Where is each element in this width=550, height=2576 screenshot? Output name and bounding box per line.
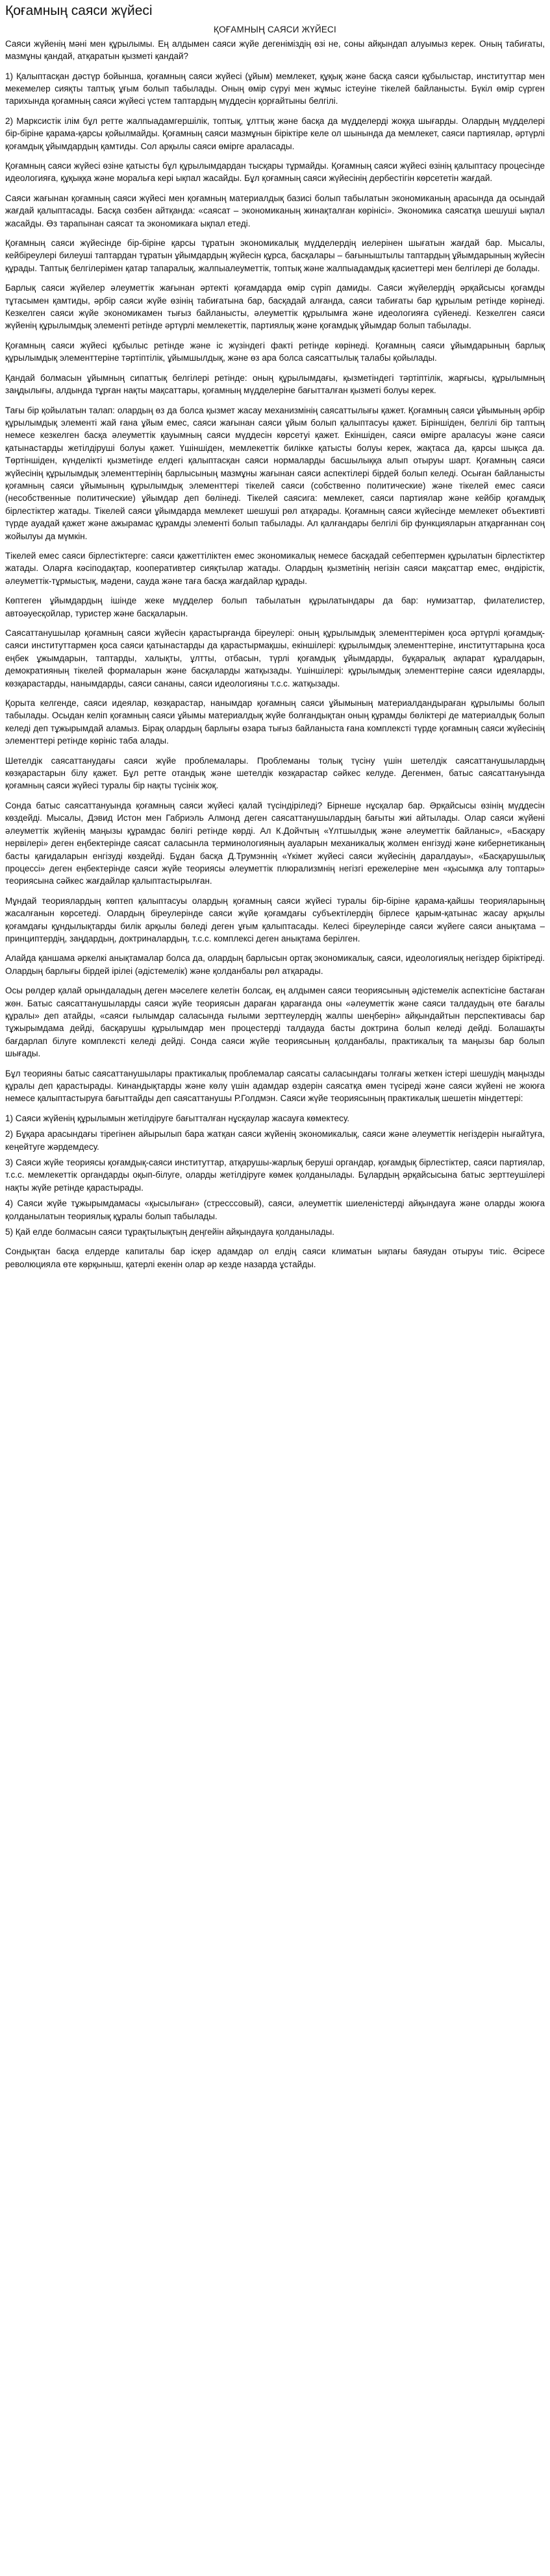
document-page <box>0 0 550 1284</box>
body-paragraph: Қоғамның саяси жүйесі құбылыс ретінде және іс жүзіндегі факті ретінде көрінеді. Қоғамның саяси ұйымдарының барлық құрылымдық элементтеріне тәртіптілік, ұйымшылдық, және өз ара болса саясаттылық талабы қойылады. <box>5 340 545 363</box>
list-item: 1) Саяси жүйенің құрылымын жетілдіруге бағытталған нұсқаулар жасауға көмектесу. <box>5 1113 350 1123</box>
list-item: 3) Саяси жүйе теориясы қоғамдық-саяси институттар, атқарушы-жарлық беруші органдар, қоғамдық бірлестіктер, саяси партиялар, т.с.с. мемлекеттік органдарды оқып-білуге, оларды жетілдіруге көмек қолданылады. Бұлардың әрқайсысына батыс зерттеушілері нақты жүйе ретінде қарастырады. <box>5 1158 545 1193</box>
body-paragraph: Осы рөлдер қалай орындаладың деген мәселеге келетін болсақ, ең алдымен саяси теориясының әдістемелік аспектісіне бастаған жөн. Батыс саясаттанушыларды саяси жүйе теориясын дараған қарағанда оны «әлеуметтік және саяси талдаудың өте бағалы құралы» деп атайды, «саяси ғылымдар саласында ғылыми зерттеулердің жалпы шеңберін» айқындайтын перспективасы бар тұжырымдама дейді, басқарушы құрылымдар мен процестерді талдауда басты доктрина болып келеді дейді. Болашақты бағдарлап білуге комплексті келеді дейді. Сонда саяси жүйе теориясының қолданбалы, практикалық та маңызы бар болып шығады. <box>5 986 545 1059</box>
body-paragraph: Тағы бір қойылатын талап: олардың өз да болса қызмет жасау механизмінің саясаттылығы қажет. Қоғамның саяси ұйымының әрбір құрылымдық элементі жай ғана ұйым емес, саяси жағынан саяси ұйым болып қалыптасуы қажет. Біріншіден, белгілі бір таптың немесе кезкелген басқа әлеуметтік қауымның саяси мүддесін көрсетуі қажет. Екіншіден, саяси өмірге араласуы және саяси қатынастарды жетілдіруші болуы қажет. Үшіншіден, мемлекеттік билікке қатысты болуы керек, жақтаса да, қарсы шықса да. Төртіншіден, күнделікті қызметінде елдегі қалыптасқан саяси нормаларды басшылыққа алып отыруы шарт. Қоғамның саяси жүйесінің құрылымдық элементтерінің барлысының мазмұны жағынан саяси аспектілері бірдей болып келеді. Осыған байланысты қоғамның саяси ұйымының құрылымдық элементтері тікелей саяси (собственно политические) және тікелей емес саяси (несобственные политические) ұйымдар деп бөлінеді. Тікелей саясига: мемлекет, саяси партиялар және кейбір қоғамдық бірлестіктер жатады. Тікелей саяси ұйымдарда мемлекет шешуші рөл атқарады. Қоғамның саяси жүйесінде мемлекет объективті түрде ауадай қажет және ажырамас құрамды элементі болып табылады. Ал қалғандары белгілі бір функцияларын атқарғаннан соң жойылуы да мүмкін. <box>5 405 545 541</box>
list-item: 4) Саяси жүйе тұжырымдамасы «қысылыған» (стресссовый), саяси, әлеуметтік шиеленістерді айқындауға және оларды жоюға қолданылатын теориялық құралы болып табылады. <box>5 1198 545 1221</box>
body-paragraph: Қорыта келгенде, саяси идеялар, көзқарастар, нанымдар қоғамның саяси ұйымының материалдандыраған құрылымы болып табылады. Осыдан келіп қоғамның саяси ұйымы материалдық жүйе болғандықтан оның құрамды бөліктері де материалдық болып келеді деп тұжырымдай аламыз. Бірақ олардың барлығы өзара тығыз байланыста ғана комплексті түрде қоғамның саяси жүйесінің элементтері ретінде көрініс таба алады. <box>5 698 545 746</box>
body-paragraph: Мұндай теориялардың көптеп қалыптасуы олардың қоғамның саяси жүйесі туралы бір-біріне қарама-қайшы теорияларының жасалғанын көрсетеді. Олардың біреулеріндe саяси жүйе қоғамдағы субъектілердің бірлесе қарым-қатынас жасау арқылы қоғамдағы құндылықтарды билік арқылы бөледі деген ұғым қалыптасады. Келесі біреулерінде саяси жүйеге саяси анықтама – принциптердің, заңдардың, доктриналардың, т.с.с. комплексі деген анықтама берілген. <box>5 895 545 943</box>
body-paragraph: 2) Марксистік ілім бұл ретте жалпыадамгершілік, топтық, ұлттық және басқа да мүдделерді жоққа шығарды. Олардың мүдделері бір-біріне қарама-қарсы қойылмайды. Қоғамның саяси мазмұнын біріктіре келе ол шынында да мемлекет, саяси партиялар, әртүрлі қоғамдық ұйымдардың қамтиды. Сол арқылы саяси өмірге араласады. <box>5 115 545 151</box>
body-paragraph: Саясаттанушылар қоғамның саяси жүйесін қарастырғанда біреулері: оның құрылымдық элементтерімен қоса әртүрлі қоғамдық-саяси институттармен қоса саяси қатынастарды да қарастырмақшы, екіншілері: құрылымдық элементтеріне, институттарына қоса еңбек ұжымдарын, таптарды, халықты, ұлтты, отбасын, түрлі қоғамдық ұйымдарды, бұқаралық ақпарат құралдарын, демократияның тікелей формаларын және басқаларды жатқызады. Үшіншілері: құрылымдық элементтеріне саяси идеяларды, көзқарастарды, нанымдарды, саяси сананы, саяси идеологияны т.с.с. жатқызады. <box>5 628 545 688</box>
numbered-list <box>5 1112 545 1239</box>
body-paragraph: Қоғамның саяси жүйесінде бір-біріне қарсы тұратын экономикалық мүдделердің иелерінен шығатын жағдай бар. Мысалы, кейбіреулері билеуші таптардан тұратын ұйымдардың жүйесін құрса, басқалары – бағыныштылы таптардың ұйымдарының жүйесін құрады. Таптық белгілерімен қатар тапаралық, жалпыалеуметтік, топтық және жалпыадамдық қасиеттері мен белгілері де болады. <box>5 238 545 273</box>
list-item: 2) Бұқара арасындағы тірегінен айырылып бара жатқан саяси жүйенің экономикалық, саяси және әлеуметтік негіздерін нығайтуға, кеңейтуге жәрдемдесу. <box>5 1129 545 1152</box>
body-paragraph: Тікелей емес саяси бірлестіктерге: саяси қажеттіліктен емес экономикалық немесе басқадай себептермен құрылатын бірлестіктер жатады. Оларға кәсіподақтар, кооперативтер сияқтылар жатады. Олардың қызметінің негізін саяси мақсаттар емес, өндірістік, әлеуметтік-тұрмыстық, мәдени, сауда және таға басқа жағдайлар құрады. <box>5 550 545 586</box>
document-title: Қоғамның саяси жүйесі <box>5 3 153 18</box>
body-paragraph: Қоғамның саяси жүйесі өзіне қатысты бұл құрылымдардан тысқары тұрмайды. Қоғамның саяси жүйесі өзінің қалыптасу процесінде идеологияға, құқыққа және моральға кері ықпал жасайды. Бұл қоғамның саяси жүйесінің дербестігін көрсететін жағдай. <box>5 161 545 184</box>
paragraphs-before-list <box>5 38 545 1105</box>
document-body <box>5 38 545 1271</box>
body-paragraph: Барлық саяси жүйелер әлеуметтік жағынан әртекті қоғамдарда өмір сүріп дамиды. Саяси жүйелердің әрқайсысы қоғамды тұтасымен қамтиды, әрбір саяси жүйе өзінің табиғатына бар, басқадай алғанда, саяси табиғаты бар құрылым ретінде көрінеді. Кезкелген саяси жүйе экономикамен тығыз байланысты, әлеуметтік құрылымға және идеологияға сүйенеді. Кезкелген саяси жүйенің құрылымдық элементі ретінде әртүрлі мемлекеттік, партиялық және қоғамдық ұйымдар болып табылады. <box>5 283 545 331</box>
body-paragraph: Қандай болмасын ұйымның сипаттық белгілері ретінде: оның құрылымдағы, қызметіндегі тәртіптілік, жарғысы, құрылымның заңдылығы, алдында тұрған нақты мақсаттары, қоғамның мүдделеріне бағытталған қызметі болуы керек. <box>5 372 545 396</box>
list-item: 5) Қай елде болмасын саяси тұрақтылықтың деңгейін айқындауға қолданылады. <box>5 1227 334 1237</box>
body-paragraph: Сонда батыс саясаттануында қоғамның саяси жүйесі қалай түсіндіріледі? Бірнеше нұсқалар бар. Әрқайсысы өзінің мүддесін көздейді. Мысалы, Дэвид Истон мен Габриэль Алмонд деген саясаттанушылардың бағыты жиі айтылады. Олар саяси жүйені әлеуметтік жүйенің маңызы құрамдас бөлігі ретінде көрді. Ал К.Дойчтың «Үлтшылдық және әлеуметтік байланыс», «Басқару нервілері» деген еңбектерінде саясат саласынла терминологияның ауаларын механикалық жолмен енгізуді және кибернетиканың басты қағидаларын енгізуді көздейді. Бұдан басқа Д.Трумэннің «Үкімет жүйесі саяси жүйесінің даралдауы», «Басқарушылық процессі» деген еңбектерінде саяси жүйе теориясы әлеуметтік плюрализмнің негізгі ережелеріне мен «қысымқа алу топтары» теориясына сәйкес жағдайлар қалыптастырылған. <box>5 800 545 886</box>
body-paragraph: Көптеген ұйымдардың ішінде жеке мүдделер болып табылатын құрылатындары да бар: нумизаттар, филателистер, автоәуесқойлар, туристер және басқаларын. <box>5 596 545 618</box>
section-heading: ҚОҒАМНЫҢ САЯСИ ЖҮЙЕСІ <box>214 25 336 35</box>
closing-paragraph: Сондықтан басқа елдерде капиталы бар ісқер адамдар ол елдің саяси климатын ықпағы баяудан отыруы тиіс. Әсіресе революцияла өте көрқыныш, қатерлі екенін олар әр кезде назарда ұстайды. <box>5 1246 545 1269</box>
body-paragraph: Саяси жағынан қоғамның саяси жүйесі мен қоғамның материалдық базисі болып табылатын экономиканың арасында да осындай жағдай қалыптасады. Басқа сөзбен айтқанда: «саясат – экономиканың жинақталған көрінісі». Экономика саясатқа шешуші ықпал жасайды. Өз тарапынан саясат та экономикаға ықпал етеді. <box>5 193 545 228</box>
body-paragraph: Бұл теорияны батыс саясаттанушылары практикалық проблемалар саясаты салаcындағы толғағы жеткен істері шешудің маңызды құралы деп қарастырады. Кинандықтарды және көлу үшін адамдар өздерін саясатқа өмен түсіреді және саяси жүйені не жоюға немесе қалыптастыруға бағыттайды деп саясаттанушы Р.Голдмэн. Саяси жүйе теориясының практикалық шешетін міндеттері: <box>5 1068 545 1104</box>
body-paragraph: Алайда қаншама әркелкі анықтамалар болса да, олардың барлысын ортақ экономикалық, саяси, идеологиялық негіздер біріктіреді. Олардың барлығы бірдей ірілеі (әдістемелік) және қолданбалы рөл атқарады. <box>5 953 545 976</box>
body-paragraph: Саяси жүйенің мәні мен құрылымы. Ең алдымен саяси жүйе дегеніміздің өзі не, соны айқындап алуымыз керек. Оның табиғаты, мазмұны қандай, атқаратын қызметі қандай? <box>5 38 545 62</box>
body-paragraph: 1) Қалыптасқан дәстүр бойынша, қоғамның саяси жүйесі (ұйым) мемлекет, құқық және басқа саяси құбылыстар, институттар мен мекемелер сияқты таптық ұғым болып табылады. Оның өмір сүруі мен жұмыс істеуіне тікелей байланысты. Бүкіл өмір сүрген тарихында қоғамның саяси жүйесі үстем таптардың мүддесін қорғайтыны белгілі. <box>5 71 545 106</box>
body-paragraph: Шетелдік саясаттанудағы саяси жүйе проблемалары. Проблеманы толық түсіну үшін шетелдік саясаттанушылардың көзқарастарын білу қажет. Бұл ретте отандық және шетелдік көзқарастар сәйкес келуде. Дегенмен, батыс саясаттануында қоғамның саяси жүйесі туралы бір нақты түсінік жоқ. <box>5 755 545 791</box>
